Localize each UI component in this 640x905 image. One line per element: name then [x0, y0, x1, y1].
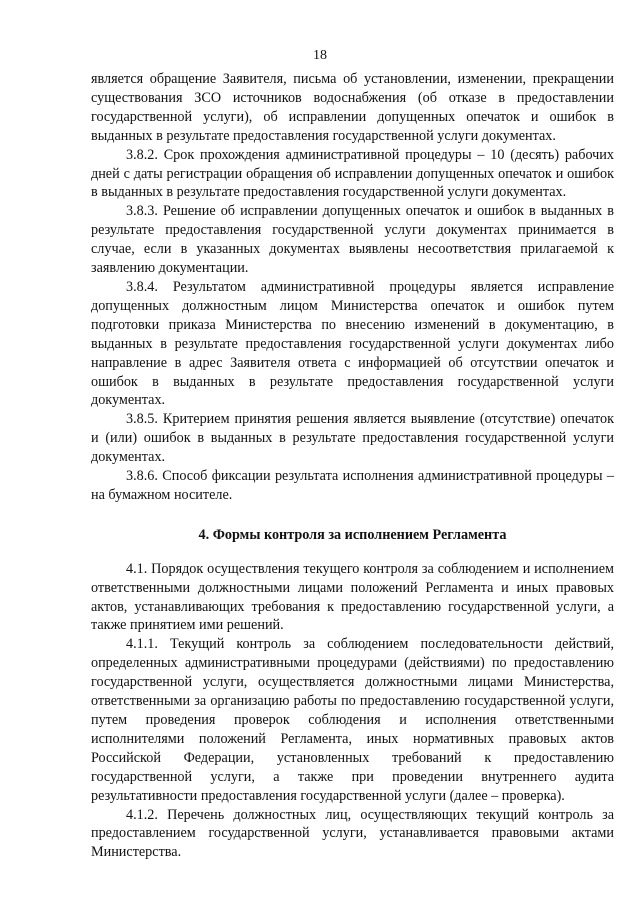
paragraph-3-8-2: 3.8.2. Срок прохождения административной процедуры – 10 (десять) рабочих дней с даты регистрации обращения об исправлении допущенных опечаток и ошибок в выданных в результате предоставления государственной услуги документах. [91, 146, 614, 201]
paragraph-3-8-3: 3.8.3. Решение об исправлении допущенных опечаток и ошибок в выданных в результате предоставления государственной услуги документах принимается в случае, если в указанных документах выявлены несоответствия прилагаемой к заявлению документации. [91, 203, 614, 277]
paragraph-3-8-4: 3.8.4. Результатом административной процедуры является исправление допущенных должностным лицом Министерства опечаток и ошибок путем подготовки приказа Министерства по внесению изменений в документацию, в выданных в результате предоставления государственной услуги документах либо направление в адрес Заявителя ответа с информацией об отсутствии опечаток и ошибок в выданных в результате предоставления государственной услуги документах. [91, 278, 614, 409]
paragraph-4-1-2: 4.1.2. Перечень должностных лиц, осуществляющих текущий контроль за предоставлением государственной услуги, устанавливается правовыми актами Министерства. [91, 806, 614, 861]
paragraph-continuation: является обращение Заявителя, письма об установлении, изменении, прекращении существования ЗСО источников водоснабжения (об отказе в предоставлении государственной услуги), об исправлении допущенных опечаток и ошибок в выданных в результате предоставления государственной услуги документах. [91, 71, 614, 144]
paragraph-3-8-5: 3.8.5. Критерием принятия решения является выявление (отсутствие) опечаток и (или) ошибок в выданных в результате предоставления государственной услуги документах. [91, 411, 614, 466]
document-body [91, 70, 614, 862]
paragraph-3-8-6: 3.8.6. Способ фиксации результата исполнения административной процедуры – на бумажном носителе. [91, 468, 614, 503]
page-number: 18 [313, 48, 327, 63]
paragraph-4-1: 4.1. Порядок осуществления текущего контроля за соблюдением и исполнением ответственными должностными лицами положений Регламента и иных правовых актов, устанавливающих требования к предоставлению государственной услуги, а также принятием ими решений. [91, 560, 614, 634]
paragraph-4-1-1: 4.1.1. Текущий контроль за соблюдением последовательности действий, определенных административными процедурами (действиями) по предоставлению государственной услуги, осуществляется должностными лицами Министерства, ответственными за организацию работы по предоставлению государственной услуги, путем проведения проверок соблюдения и исполнения ответственными исполнителями положений Регламента, иных нормативных правовых актов Российской Федерации, установленных требований к предоставлению государственной услуги, а также при проведении внутреннего аудита результативности предоставления государственной услуги (далее – проверка). [91, 636, 614, 804]
section-heading: 4. Формы контроля за исполнением Регламента [198, 526, 507, 543]
